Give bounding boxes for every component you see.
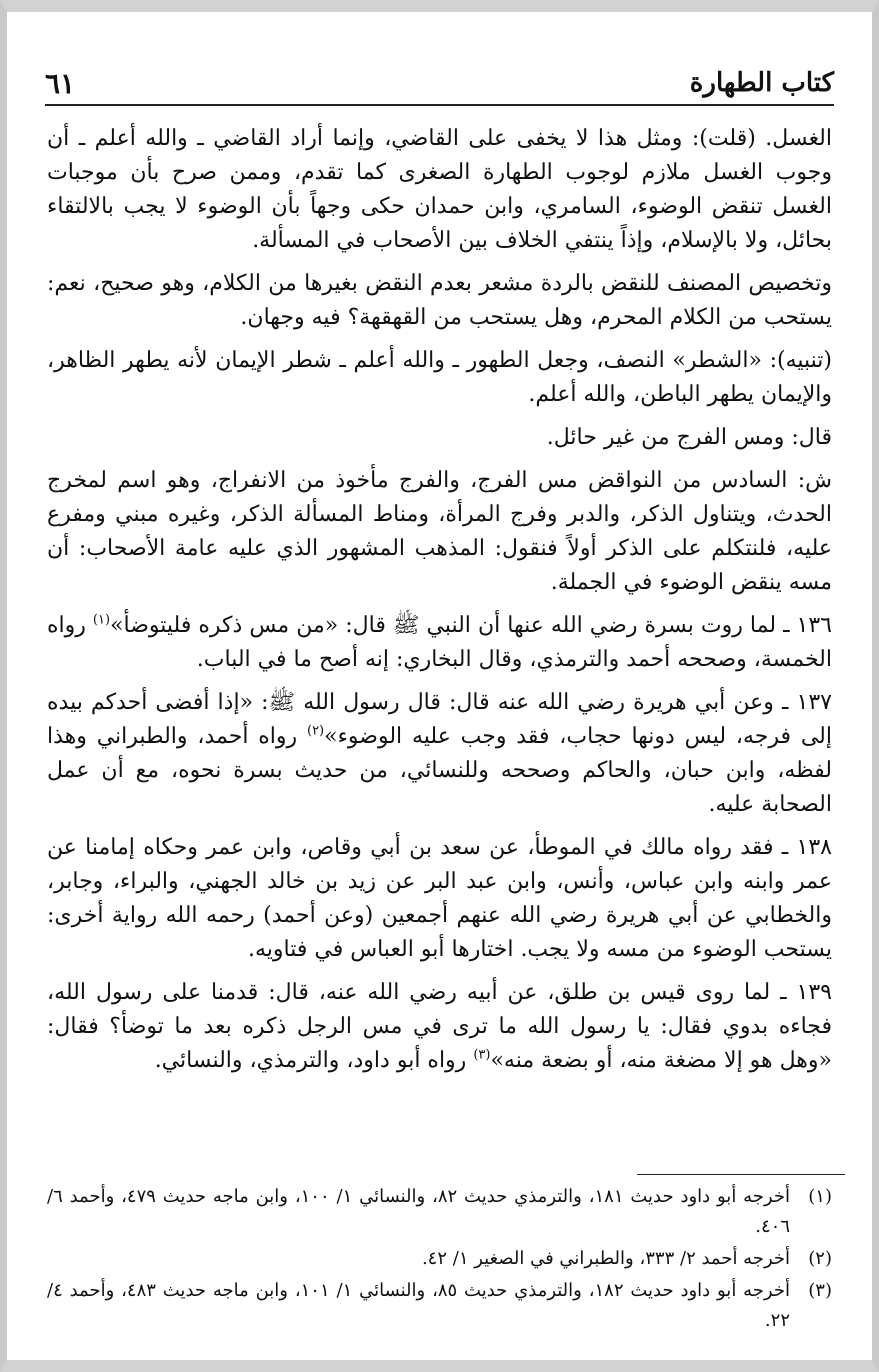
hadith-136-after: رواه الخمسة، وصححه أحمد والترمذي، وقال البخاري: إنه أصح ما في الباب. [47, 613, 832, 672]
paragraph-2: وتخصيص المصنف للنقض بالردة مشعر بعدم النقض بغيرها من الكلام، وهو صحيح، نعم: يستحب من الكلام المحرم، وهل يستحب من القهقهة؟ فيه وجهان. [47, 271, 832, 330]
footnote-ref-2: (٢) [306, 723, 325, 739]
hadith-136-text: ١٣٦ ـ لما روت بسرة رضي الله عنها أن النبي ﷺ قال: «من مس ذكره فليتوضأ» [110, 613, 832, 638]
footnote-divider [637, 1174, 845, 1175]
page-number: ٦١ [45, 67, 76, 100]
footnote-text: أخرجه أبو داود حديث ١٨١، والترمذي حديث ٨٢، والنسائي ١/ ١٠٠، وابن ماجه حديث ٤٧٩، وأحمد ٦/ ٤٠٦. [47, 1186, 790, 1237]
footnotes [47, 1182, 832, 1338]
footnote-ref-3: (٣) [473, 1047, 491, 1063]
hadith-136 [47, 609, 832, 677]
paragraph-4: قال: ومس الفرج من غير حائل. [546, 425, 832, 450]
hadith-139 [47, 976, 832, 1078]
hadith-137 [47, 686, 832, 822]
chapter-title: كتاب الطهارة [689, 68, 834, 98]
paragraph-1: الغسل. (قلت): ومثل هذا لا يخفى على القاضي، وإنما أراد القاضي ـ والله أعلم ـ أن وجوب الغسل ملازم لوجوب الطهارة الصغرى كما تقدم، وممن صرح بأن موجبات الغسل تنقض الوضوء، السامري، وابن حمدان حكى وجهاً بأن الوضوء لا يجب بالالتقاء بحائل، ولا بالإسلام، وإذاً ينتفي الخلاف بين الأصحاب في المسألة. [47, 126, 832, 253]
footnote-ref-1: (١) [92, 612, 111, 628]
footnote-number: (٢) [808, 1248, 832, 1269]
main-text [47, 122, 832, 1087]
hadith-137-text: ١٣٧ ـ وعن أبي هريرة رضي الله عنه قال: قال رسول الله ﷺ: «إذا أفضى أحدكم بيده إلى فرجه، ليس دونها حجاب، فقد وجب عليه الوضوء» [47, 690, 832, 749]
hadith-139-after: رواه أبو داود، والترمذي، والنسائي. [154, 1048, 474, 1073]
paragraph-5: ش: السادس من النواقض مس الفرج، والفرج مأخوذ من الانفراج، وهو اسم لمخرج الحدث، ويتناول الذكر، والدبر وفرج المرأة، ومناط المسألة الذكر، وغيره مبني ومفرع عليه، فلنتكلم على الذكر أولاً فنقول: المذهب المشهور الذي عليه عامة الأصحاب: أن مسه ينقض الوضوء في الجملة. [47, 468, 832, 595]
footnote-2 [47, 1244, 832, 1274]
paragraph-3: (تنبيه): «الشطر» النصف، وجعل الطهور ـ والله أعلم ـ شطر الإيمان لأنه يطهر الظاهر، والإيمان يطهر الباطن، والله أعلم. [47, 348, 832, 407]
footnote-1 [47, 1182, 832, 1242]
hadith-139-text: ١٣٩ ـ لما روى قيس بن طلق، عن أبيه رضي الله عنه، قال: قدمنا على رسول الله، فجاءه بدوي فقال: يا رسول الله ما ترى في مس الرجل ذكره بعد ما توضأ؟ فقال: «وهل هو إلا مضغة منه، أو بضعة منه» [47, 980, 832, 1073]
footnote-text: أخرجه أبو داود حديث ١٨٢، والترمذي حديث ٨٥، والنسائي ١/ ١٠١، وابن ماجه حديث ٤٨٣، وأحمد ٤/ ٢٢. [47, 1280, 790, 1331]
footnote-number: (٣) [808, 1280, 832, 1301]
hadith-137-after: رواه أحمد، والطبراني وهذا لفظه، وابن حبان، والحاكم وصححه وللنسائي، من حديث بسرة نحوه، مع أن عمل الصحابة عليه. [47, 724, 832, 817]
page-header [45, 54, 834, 106]
footnote-number: (١) [808, 1186, 832, 1207]
footnote-text: أخرجه أحمد ٢/ ٣٣٣، والطبراني في الصغير ١/ ٤٢. [421, 1248, 790, 1269]
footnote-3 [47, 1276, 832, 1336]
hadith-138: ١٣٨ ـ فقد رواه مالك في الموطأ، عن سعد بن أبي وقاص، وابن عمر وحكاه إمامنا عن عمر وابنه وابن عباس، وأنس، وابن عبد البر عن زيد بن خالد الجهني، والبراء، وجابر، والخطابي عن أبي هريرة رضي الله عنهم أجمعين (وعن أحمد) رحمه الله رواية أخرى: يستحب الوضوء من مسه ولا يجب. اختارها أبو العباس في فتاويه. [47, 835, 832, 962]
